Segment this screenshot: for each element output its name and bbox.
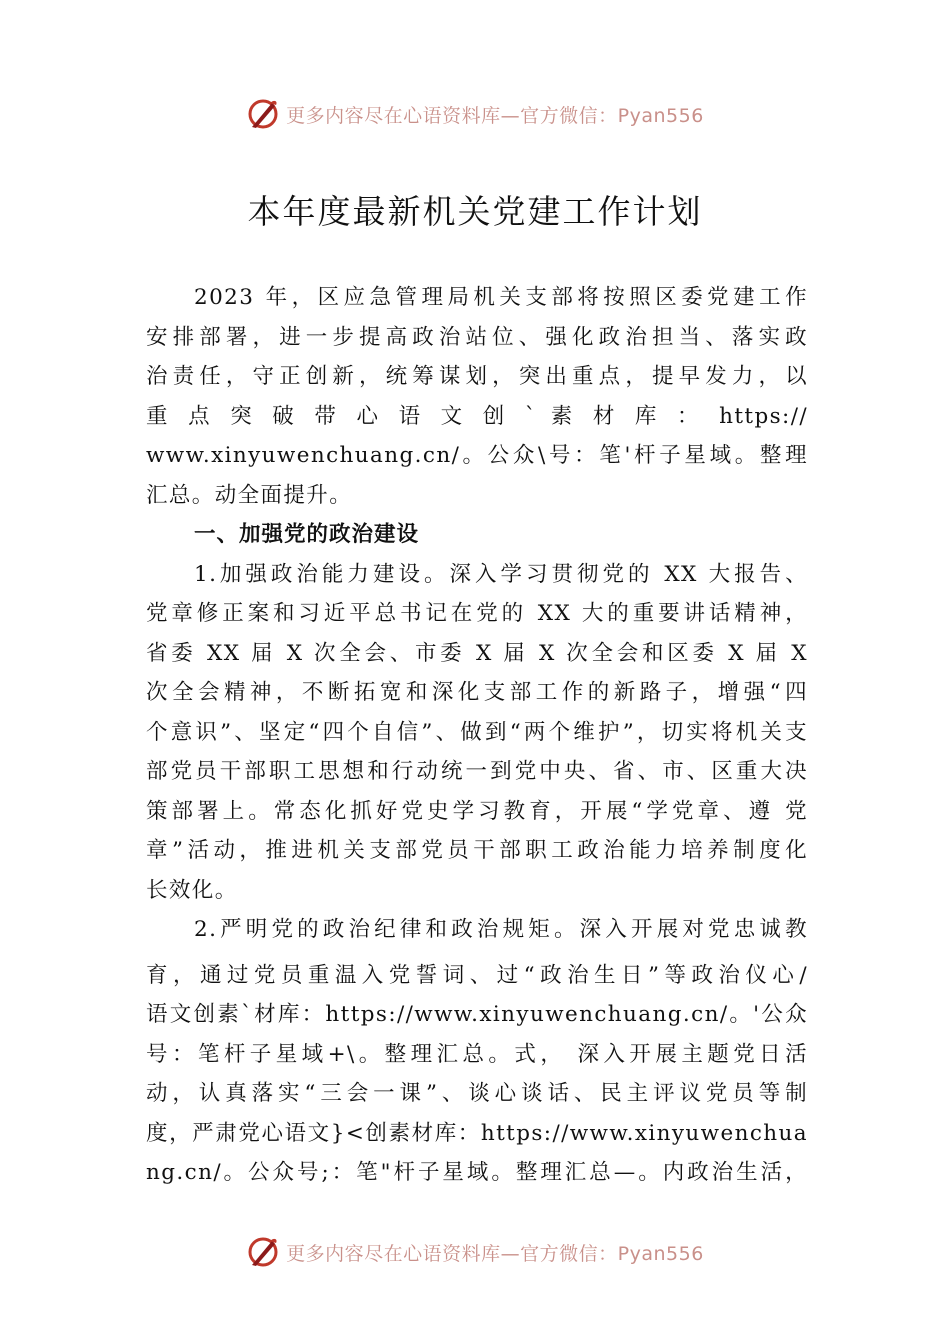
text-line: 动，认真落实“三会一课”、谈心谈话、民主评议党员等制 (146, 1081, 808, 1106)
text-line: 个意识”、坚定“四个自信”、做到“两个维护”，切实将机关支 (146, 719, 808, 745)
text-line: 语文创素`材库：https://www.xinyuwenchuang.cn/。'公众 (146, 1002, 808, 1027)
text-line: 汇总。动全面提升。 (146, 482, 353, 508)
page-title: 本年度最新机关党建工作计划 (247, 192, 703, 231)
banner-text: 更多内容尽在心语资料库—官方微信：Pyan556 (286, 104, 704, 127)
text-line: www.xinyuwenchuang.cn/。公众\号：笔'杆子星域。整理 (146, 443, 808, 468)
text-line: 治责任，守正创新，统筹谋划，突出重点，提早发力，以 (146, 364, 808, 389)
footer-banner (0, 1232, 950, 1272)
text-line: 号：笔杆子星域+\。整理汇总。式， 深入开展主题党日活 (146, 1041, 808, 1067)
text-line: 育，通过党员重温入党誓词、过“政治生日”等政治仪心/ (146, 962, 808, 988)
text-line: 度，严肃党心语文}<创素材库：https://www.xinyuwenchua (146, 1120, 808, 1146)
text-line: 重 点 突 破 带 心 语 文 创 ` 素 材 库 ： https:// (146, 403, 808, 429)
text-line: 策部署上。常态化抓好党史学习教育，开展“学党章、遵 党 (146, 798, 808, 824)
text-line: 安排部署，进一步提高政治站位、强化政治担当、落实政 (146, 324, 808, 350)
text-line: ng.cn/。公众号;：笔"杆子星域。整理汇总—。内政治生活， (146, 1160, 808, 1185)
text-line: 次全会精神，不断拓宽和深化支部工作的新路子，增强“四 (146, 680, 808, 705)
text-line: 长效化。 (146, 877, 238, 903)
banner-text: 更多内容尽在心语资料库—官方微信：Pyan556 (286, 1242, 704, 1265)
text-line: 2.严明党的政治纪律和政治规矩。深入开展对党忠诚教 (194, 917, 808, 942)
section-heading: 一、加强党的政治建设 (194, 522, 420, 547)
text-line: 2023 年，区应急管理局机关支部将按照区委党建工作 (194, 285, 808, 310)
quill-logo-icon (246, 1235, 280, 1269)
text-line: 省委 XX 届 X 次全会、市委 X 届 X 次全会和区委 X 届 X (146, 640, 808, 666)
text-line: 章”活动，推进机关支部党员干部职工政治能力培养制度化 (146, 838, 808, 863)
text-line: 部党员干部职工思想和行动统一到党中央、省、市、区重大决 (146, 759, 808, 784)
text-line: 1.加强政治能力建设。深入学习贯彻党的 XX 大报告、 (194, 561, 808, 587)
header-banner (0, 94, 950, 134)
document-body (146, 278, 808, 1193)
quill-logo-icon (246, 97, 280, 131)
text-line: 党章修正案和习近平总书记在党的 XX 大的重要讲话精神， (146, 601, 808, 626)
